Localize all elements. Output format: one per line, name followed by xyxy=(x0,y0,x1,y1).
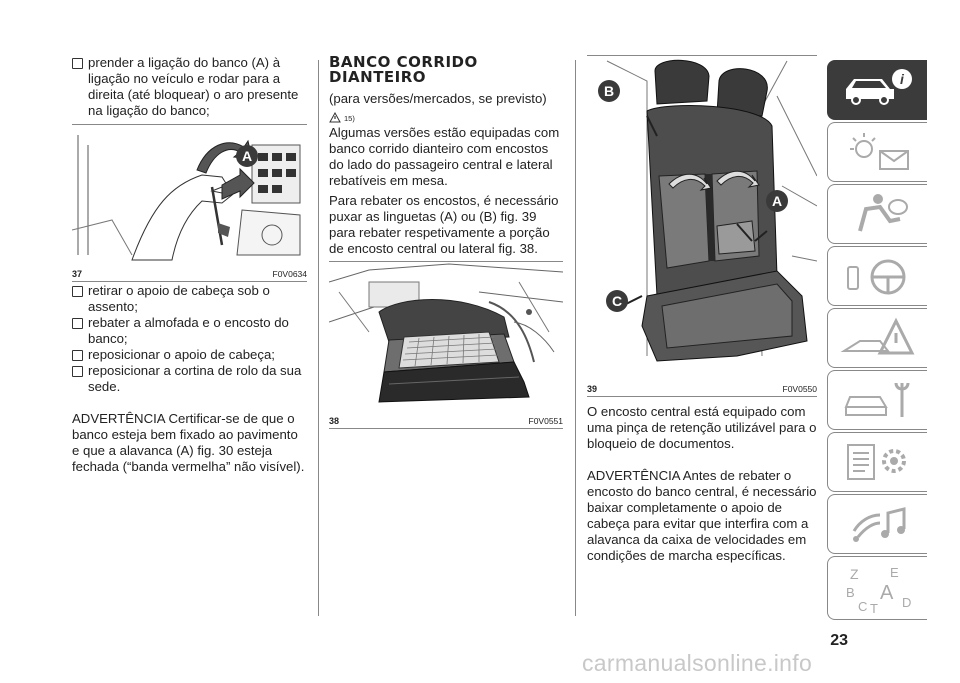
tab-specifications[interactable] xyxy=(827,432,927,492)
figure-37 xyxy=(72,124,307,279)
figure-code: F0V0634 xyxy=(272,269,307,279)
figure-caption xyxy=(329,416,563,426)
tab-maintenance[interactable] xyxy=(827,370,927,430)
maintenance-icon xyxy=(840,377,920,423)
figure-number: 39 xyxy=(587,384,598,394)
figure-38 xyxy=(329,261,563,429)
figure-caption xyxy=(72,269,307,279)
column-2 xyxy=(329,55,563,429)
figure-38-illustration xyxy=(329,262,563,410)
figure-39 xyxy=(587,55,817,397)
figure-caption xyxy=(587,384,817,394)
watermark: carmanualsonline.info xyxy=(582,650,813,676)
column-divider xyxy=(575,60,576,616)
lights-warning-icon xyxy=(840,129,920,175)
road-emergency-icon xyxy=(840,315,920,361)
tab-steering-wheel[interactable] xyxy=(827,246,927,306)
figure-label-c: C xyxy=(611,293,623,309)
figure-number: 38 xyxy=(329,416,340,426)
tab-index[interactable] xyxy=(827,556,927,620)
bullet-item: reposicionar a cortina de rolo da sua sede. xyxy=(72,363,307,395)
index-icon xyxy=(840,563,920,615)
column-3 xyxy=(587,55,817,564)
car-info-icon xyxy=(840,67,920,113)
figure-37-illustration xyxy=(72,125,307,263)
column-divider xyxy=(318,60,319,616)
figure-number: 37 xyxy=(72,269,83,279)
svg-text:C: C xyxy=(858,599,868,614)
warning-reference: 15) xyxy=(329,107,563,123)
tab-lights-warning[interactable] xyxy=(827,122,927,182)
warning-triangle-icon xyxy=(329,112,341,123)
paragraph: Para rebater os encostos, é necessário puxar as linguetas (A) ou (B) fig. 39 para rebater respetivamente a porção de encosto central ou lateral fig. 38. xyxy=(329,193,559,256)
checkbox-bullet-icon xyxy=(72,286,83,297)
chapter-sidebar xyxy=(827,60,928,622)
figure-label-b: B xyxy=(603,83,615,99)
bullet-item: reposicionar o apoio de cabeça; xyxy=(72,347,307,363)
figure-39-illustration xyxy=(587,56,817,378)
svg-text:A: A xyxy=(880,582,894,604)
svg-text:E: E xyxy=(890,565,899,580)
svg-text:B: B xyxy=(846,585,855,600)
warning-text: ADVERTÊNCIA Antes de rebater o encosto do banco central, é necessário baixar completamente o apoio de cabeça para evitar que interfira com a alavanca da caixa de velocidades em condições de marcha específicas. xyxy=(587,468,817,563)
checkbox-bullet-icon xyxy=(72,350,83,361)
warning-text: ADVERTÊNCIA Certificar-se de que o banco esteja bem fixado ao pavimento e que a alavanca (A) fig. 30 esteja fechada (“banda vermelha” não visível). xyxy=(72,411,305,474)
figure-code: F0V0551 xyxy=(528,416,563,426)
bullet-item: rebater a almofada e o encosto do banco; xyxy=(72,315,307,347)
svg-text:D: D xyxy=(902,595,912,610)
tab-multimedia[interactable] xyxy=(827,494,927,554)
bullet-item: prender a ligação do banco (A) à ligação no veículo e rodar para a direita (até bloquear) o aro presente na ligação do banco; xyxy=(72,55,307,119)
svg-text:i: i xyxy=(900,71,904,87)
checkbox-bullet-icon xyxy=(72,366,83,377)
figure-label-a: A xyxy=(241,148,253,164)
svg-text:Z: Z xyxy=(850,566,859,582)
tab-road-emergency[interactable] xyxy=(827,308,927,368)
column-1 xyxy=(72,55,307,475)
paragraph: O encosto central está equipado com uma pinça de retenção utilizável para o bloqueio de documentos. xyxy=(587,404,817,451)
bullet-list xyxy=(72,283,307,395)
section-title: BANCO CORRIDO DIANTEIRO xyxy=(329,53,478,86)
specifications-icon xyxy=(840,439,920,485)
checkbox-bullet-icon xyxy=(72,58,83,69)
section-subtitle: (para versões/mercados, se previsto) xyxy=(329,91,547,106)
svg-text:T: T xyxy=(870,601,878,615)
paragraph: Algumas versões estão equipadas com banco corrido dianteiro com encostos do lado do passageiro central e lateral rebatíveis em mesa. xyxy=(329,125,560,188)
airbag-seat-icon xyxy=(840,191,920,237)
bullet-item: retirar o apoio de cabeça sob o assento; xyxy=(72,283,307,315)
tab-airbag-seat[interactable] xyxy=(827,184,927,244)
steering-wheel-icon xyxy=(840,253,920,299)
figure-label-a: A xyxy=(771,193,783,209)
multimedia-icon xyxy=(840,501,920,547)
tab-car-info[interactable] xyxy=(827,60,927,120)
page-number: 23 xyxy=(830,632,848,649)
figure-code: F0V0550 xyxy=(782,384,817,394)
checkbox-bullet-icon xyxy=(72,318,83,329)
